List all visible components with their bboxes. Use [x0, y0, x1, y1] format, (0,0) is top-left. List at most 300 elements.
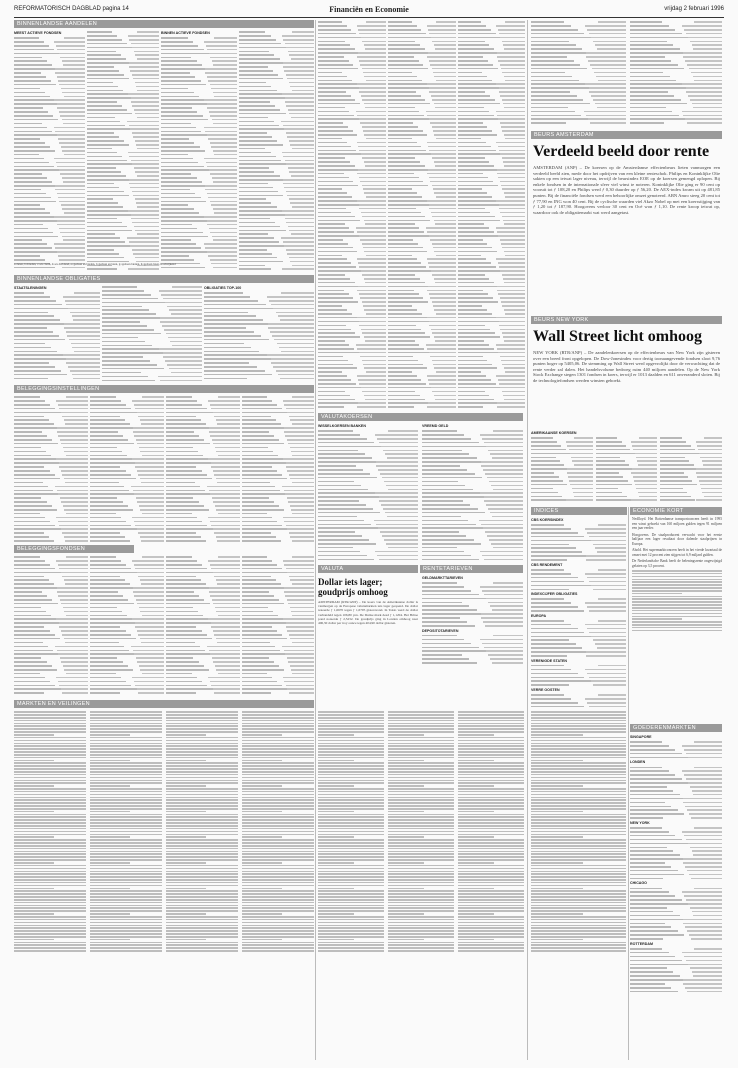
placeholder-text-line	[458, 802, 524, 804]
placeholder-text-line	[166, 717, 238, 719]
placeholder-value-bar	[689, 934, 722, 936]
placeholder-value-bar	[132, 560, 164, 562]
placeholder-name-bar	[87, 66, 114, 68]
placeholder-name-bar	[531, 585, 591, 587]
placeholder-name-bar	[14, 232, 53, 234]
placeholder-text-line	[388, 936, 454, 938]
placeholder-value-bar	[683, 798, 722, 800]
quote-list	[102, 285, 202, 381]
placeholder-name-bar	[458, 286, 497, 288]
placeholder-text-line	[166, 930, 238, 932]
placeholder-text-line	[458, 816, 524, 818]
placeholder-name-bar	[458, 251, 497, 253]
placeholder-text-line	[166, 760, 206, 762]
placeholder-name-bar	[204, 362, 249, 364]
placeholder-name-bar	[318, 212, 351, 214]
placeholder-text-line	[90, 777, 162, 779]
placeholder-name-bar	[531, 547, 576, 549]
placeholder-text-line	[388, 711, 454, 713]
placeholder-value-bar	[60, 497, 88, 499]
placeholder-value-bar	[635, 453, 658, 455]
placeholder-value-bar	[273, 366, 314, 368]
placeholder-value-bar	[593, 41, 626, 43]
placeholder-name-bar	[630, 790, 673, 792]
placeholder-text-line	[242, 780, 314, 782]
placeholder-value-bar	[286, 222, 314, 224]
placeholder-value-bar	[593, 589, 626, 591]
placeholder-name-bar	[458, 68, 498, 70]
placeholder-value-bar	[64, 96, 85, 98]
placeholder-value-bar	[163, 356, 202, 358]
placeholder-name-bar	[87, 195, 129, 197]
placeholder-text-line	[14, 873, 86, 875]
placeholder-name-bar	[90, 466, 120, 468]
placeholder-value-bar	[54, 216, 85, 218]
placeholder-name-bar	[318, 29, 351, 31]
placeholder-name-bar	[318, 56, 344, 58]
placeholder-text-line	[166, 774, 238, 776]
placeholder-name-bar	[161, 251, 207, 253]
placeholder-name-bar	[14, 41, 44, 43]
placeholder-name-bar	[596, 484, 632, 486]
placeholder-text-line	[388, 814, 454, 816]
placeholder-name-bar	[166, 458, 208, 460]
placeholder-name-bar	[388, 223, 415, 225]
subhead-geldmarkttarieven: GELDMARKTTARIEVEN	[422, 576, 463, 580]
placeholder-value-bar	[490, 658, 523, 660]
placeholder-value-bar	[64, 212, 85, 214]
placeholder-name-bar	[239, 249, 267, 251]
placeholder-name-bar	[204, 339, 269, 341]
obligaties-col-1	[14, 285, 100, 381]
placeholder-value-bar	[288, 501, 314, 503]
placeholder-text-line	[14, 939, 54, 941]
placeholder-value-bar	[683, 115, 722, 117]
placeholder-name-bar	[458, 383, 496, 385]
placeholder-value-bar	[61, 88, 85, 90]
placeholder-name-bar	[458, 262, 491, 264]
placeholder-text-line	[458, 868, 524, 870]
placeholder-text-line	[14, 828, 86, 830]
placeholder-name-bar	[90, 427, 133, 429]
placeholder-value-bar	[572, 488, 593, 490]
placeholder-text-line	[242, 754, 314, 756]
placeholder-text-line	[531, 811, 583, 813]
placeholder-value-bar	[504, 399, 525, 401]
placeholder-name-bar	[458, 379, 491, 381]
placeholder-value-bar	[74, 292, 100, 294]
placeholder-name-bar	[531, 76, 572, 78]
page-header	[14, 5, 724, 17]
placeholder-name-bar	[422, 465, 460, 467]
placeholder-value-bar	[285, 101, 314, 103]
placeholder-name-bar	[531, 111, 575, 113]
placeholder-name-bar	[166, 568, 207, 570]
placeholder-name-bar	[318, 402, 358, 404]
placeholder-name-bar	[318, 500, 359, 502]
placeholder-text-line	[531, 791, 626, 793]
placeholder-name-bar	[531, 496, 562, 498]
placeholder-name-bar	[166, 669, 209, 671]
placeholder-name-bar	[422, 650, 486, 652]
placeholder-name-bar	[596, 437, 618, 439]
placeholder-name-bar	[318, 64, 353, 66]
header-title: Financiën en Economie	[329, 5, 409, 14]
top-right-col-1	[531, 20, 626, 128]
placeholder-text-line	[242, 851, 314, 853]
placeholder-text-line	[531, 919, 626, 921]
placeholder-value-bar	[282, 486, 314, 488]
placeholder-name-bar	[14, 622, 59, 624]
placeholder-value-bar	[587, 628, 626, 630]
placeholder-name-bar	[242, 653, 285, 655]
placeholder-text-line	[388, 720, 454, 722]
placeholder-text-line	[632, 610, 722, 612]
placeholder-name-bar	[531, 64, 580, 66]
placeholder-name-bar	[388, 192, 417, 194]
placeholder-text-line	[318, 856, 384, 858]
placeholder-name-bar	[242, 556, 267, 558]
placeholder-text-line	[90, 871, 162, 873]
placeholder-name-bar	[166, 482, 195, 484]
placeholder-value-bar	[496, 25, 525, 27]
placeholder-name-bar	[239, 183, 268, 185]
placeholder-value-bar	[134, 167, 159, 169]
placeholder-text-line	[458, 845, 524, 847]
placeholder-name-bar	[660, 484, 696, 486]
placeholder-value-bar	[281, 237, 314, 239]
placeholder-value-bar	[584, 111, 626, 113]
placeholder-text-line	[318, 828, 384, 830]
placeholder-name-bar	[458, 72, 482, 74]
placeholder-value-bar	[137, 603, 164, 605]
placeholder-name-bar	[388, 282, 425, 284]
placeholder-name-bar	[161, 224, 192, 226]
placeholder-name-bar	[14, 216, 54, 218]
placeholder-name-bar	[166, 576, 196, 578]
placeholder-value-bar	[206, 45, 237, 47]
placeholder-name-bar	[318, 142, 347, 144]
placeholder-text-line	[14, 927, 86, 929]
placeholder-name-bar	[14, 162, 49, 164]
placeholder-text-line	[531, 748, 626, 750]
placeholder-text-line	[458, 885, 524, 887]
placeholder-name-bar	[458, 196, 492, 198]
placeholder-value-bar	[139, 607, 164, 609]
placeholder-value-bar	[209, 169, 237, 171]
placeholder-value-bar	[290, 202, 314, 204]
placeholder-name-bar	[318, 489, 368, 491]
placeholder-text-line	[166, 859, 238, 861]
placeholder-name-bar	[630, 72, 663, 74]
placeholder-name-bar	[14, 517, 45, 519]
placeholder-text-line	[388, 828, 454, 830]
placeholder-value-bar	[210, 57, 237, 59]
placeholder-name-bar	[531, 118, 588, 120]
placeholder-name-bar	[388, 142, 417, 144]
placeholder-value-bar	[362, 99, 386, 101]
placeholder-value-bar	[289, 474, 314, 476]
placeholder-text-line	[458, 879, 524, 881]
placeholder-value-bar	[574, 464, 593, 466]
placeholder-value-bar	[71, 343, 100, 345]
placeholder-text-line	[318, 737, 384, 739]
placeholder-value-bar	[595, 643, 626, 645]
placeholder-value-bar	[683, 862, 722, 864]
placeholder-value-bar	[63, 181, 85, 183]
placeholder-value-bar	[63, 239, 85, 241]
placeholder-name-bar	[161, 162, 198, 164]
placeholder-text-line	[166, 757, 238, 759]
placeholder-name-bar	[422, 434, 464, 436]
placeholder-value-bar	[213, 630, 240, 632]
placeholder-name-bar	[14, 296, 50, 298]
placeholder-value-bar	[57, 49, 85, 51]
placeholder-value-bar	[132, 191, 159, 193]
placeholder-text-line	[318, 919, 384, 921]
placeholder-value-bar	[482, 438, 523, 440]
placeholder-value-bar	[73, 319, 100, 321]
placeholder-name-bar	[166, 630, 202, 632]
placeholder-text-line	[531, 947, 626, 949]
placeholder-name-bar	[318, 481, 354, 483]
placeholder-value-bar	[498, 118, 525, 120]
placeholder-name-bar	[14, 331, 53, 333]
placeholder-name-bar	[14, 556, 40, 558]
placeholder-name-bar	[90, 501, 123, 503]
placeholder-name-bar	[318, 251, 357, 253]
placeholder-name-bar	[161, 189, 190, 191]
placeholder-value-bar	[58, 493, 88, 495]
placeholder-value-bar	[496, 200, 525, 202]
quote-list	[318, 20, 386, 409]
placeholder-name-bar	[630, 911, 673, 913]
placeholder-value-bar	[363, 247, 386, 249]
placeholder-name-bar	[14, 45, 49, 47]
placeholder-name-bar	[239, 245, 284, 247]
placeholder-text-line	[388, 771, 454, 773]
placeholder-name-bar	[242, 568, 282, 570]
placeholder-name-bar	[318, 95, 351, 97]
placeholder-value-bar	[209, 591, 240, 593]
placeholder-name-bar	[161, 92, 194, 94]
placeholder-name-bar	[630, 48, 680, 50]
placeholder-text-line	[166, 720, 238, 722]
placeholder-name-bar	[14, 150, 55, 152]
placeholder-name-bar	[318, 446, 381, 448]
placeholder-value-bar	[586, 115, 626, 117]
placeholder-value-bar	[501, 360, 525, 362]
placeholder-text-line	[90, 831, 162, 833]
placeholder-value-bar	[428, 286, 456, 288]
placeholder-name-bar	[531, 602, 571, 604]
placeholder-value-bar	[292, 642, 314, 644]
placeholder-name-bar	[14, 497, 41, 499]
placeholder-name-bar	[90, 642, 119, 644]
placeholder-text-line	[14, 728, 86, 730]
placeholder-value-bar	[136, 657, 164, 659]
placeholder-text-line	[242, 942, 314, 944]
placeholder-value-bar	[278, 374, 314, 376]
placeholder-text-line	[318, 714, 384, 716]
placeholder-value-bar	[687, 991, 722, 993]
placeholder-value-bar	[137, 443, 164, 445]
placeholder-text-line	[166, 814, 238, 816]
placeholder-value-bar	[213, 572, 240, 574]
placeholder-value-bar	[215, 607, 240, 609]
placeholder-value-bar	[360, 239, 386, 241]
placeholder-value-bar	[503, 278, 525, 280]
placeholder-text-line	[14, 831, 86, 833]
subhead-depositotarieven: DEPOSITOTARIEVEN	[422, 628, 459, 633]
placeholder-text-line	[166, 731, 238, 733]
placeholder-name-bar	[388, 157, 415, 159]
placeholder-value-bar	[379, 559, 418, 561]
placeholder-value-bar	[137, 470, 164, 472]
placeholder-value-bar	[686, 33, 722, 35]
placeholder-value-bar	[215, 665, 240, 667]
placeholder-text-line	[14, 879, 86, 881]
placeholder-text-line	[166, 768, 238, 770]
placeholder-name-bar	[204, 335, 261, 337]
placeholder-text-line	[531, 799, 626, 801]
placeholder-value-bar	[432, 41, 456, 43]
placeholder-name-bar	[166, 657, 193, 659]
placeholder-name-bar	[630, 930, 678, 932]
placeholder-text-line	[388, 888, 424, 890]
placeholder-name-bar	[388, 153, 431, 155]
placeholder-name-bar	[318, 235, 359, 237]
placeholder-value-bar	[292, 583, 314, 585]
placeholder-text-line	[166, 868, 238, 870]
placeholder-value-bar	[208, 458, 240, 460]
placeholder-name-bar	[90, 603, 134, 605]
placeholder-text-line	[458, 882, 524, 884]
placeholder-name-bar	[14, 451, 46, 453]
placeholder-value-bar	[683, 56, 722, 58]
placeholder-text-line	[242, 782, 314, 784]
placeholder-value-bar	[594, 72, 626, 74]
placeholder-text-line	[90, 865, 162, 867]
placeholder-value-bar	[585, 698, 626, 700]
placeholder-value-bar	[485, 473, 523, 475]
placeholder-text-line	[242, 862, 282, 864]
placeholder-text-line	[14, 780, 86, 782]
placeholder-value-bar	[64, 154, 85, 156]
placeholder-value-bar	[207, 646, 240, 648]
placeholder-name-bar	[14, 423, 54, 425]
placeholder-value-bar	[486, 598, 523, 600]
placeholder-name-bar	[242, 521, 277, 523]
placeholder-value-bar	[292, 206, 315, 208]
placeholder-name-bar	[87, 74, 124, 76]
placeholder-name-bar	[531, 80, 579, 82]
placeholder-name-bar	[90, 669, 133, 671]
placeholder-value-bar	[697, 476, 722, 478]
placeholder-name-bar	[458, 134, 497, 136]
placeholder-name-bar	[630, 975, 680, 977]
placeholder-name-bar	[90, 568, 131, 570]
placeholder-value-bar	[207, 220, 237, 222]
placeholder-name-bar	[14, 525, 55, 527]
placeholder-text-line	[458, 760, 494, 762]
placeholder-row	[531, 587, 626, 591]
placeholder-text-line	[166, 791, 238, 793]
placeholder-value-bar	[208, 677, 240, 679]
placeholder-name-bar	[14, 49, 54, 51]
placeholder-name-bar	[318, 301, 358, 303]
placeholder-name-bar	[14, 76, 46, 78]
placeholder-text-line	[531, 839, 626, 841]
placeholder-text-line	[90, 802, 162, 804]
placeholder-text-line	[242, 760, 282, 762]
section-economie-kort: ECONOMIE KORT	[630, 507, 722, 515]
placeholder-value-bar	[692, 850, 722, 852]
placeholder-text-line	[242, 868, 314, 870]
quote-list	[660, 436, 722, 502]
placeholder-value-bar	[485, 531, 523, 533]
placeholder-text-line	[166, 771, 238, 773]
placeholder-name-bar	[630, 56, 665, 58]
placeholder-name-bar	[458, 220, 500, 222]
placeholder-value-bar	[589, 610, 626, 612]
placeholder-name-bar	[242, 525, 282, 527]
placeholder-value-bar	[502, 364, 525, 366]
placeholder-value-bar	[378, 527, 418, 529]
placeholder-text-line	[90, 740, 162, 742]
placeholder-name-bar	[87, 171, 121, 173]
placeholder-name-bar	[422, 539, 474, 541]
placeholder-value-bar	[570, 484, 592, 486]
placeholder-text-line	[90, 922, 162, 924]
placeholder-text-line	[90, 939, 130, 941]
placeholder-value-bar	[588, 60, 626, 62]
placeholder-value-bar	[376, 524, 418, 526]
placeholder-value-bar	[139, 665, 164, 667]
placeholder-value-bar	[292, 540, 314, 542]
placeholder-name-bar	[531, 72, 565, 74]
placeholder-name-bar	[630, 774, 675, 776]
placeholder-name-bar	[14, 292, 44, 294]
placeholder-name-bar	[239, 152, 271, 154]
placeholder-value-bar	[587, 673, 626, 675]
placeholder-name-bar	[531, 620, 564, 622]
placeholder-value-bar	[209, 111, 237, 113]
placeholder-value-bar	[362, 301, 386, 303]
placeholder-name-bar	[90, 615, 127, 617]
placeholder-value-bar	[64, 536, 88, 538]
placeholder-value-bar	[135, 525, 164, 527]
placeholder-name-bar	[458, 371, 481, 373]
placeholder-text-line	[242, 822, 314, 824]
placeholder-name-bar	[14, 419, 49, 421]
placeholder-name-bar	[14, 579, 49, 581]
placeholder-value-bar	[55, 68, 85, 70]
placeholder-value-bar	[214, 154, 237, 156]
placeholder-text-line	[531, 822, 626, 824]
placeholder-name-bar	[242, 572, 287, 574]
placeholder-name-bar	[422, 527, 483, 529]
placeholder-value-bar	[499, 204, 525, 206]
placeholder-name-bar	[166, 412, 213, 414]
placeholder-name-bar	[388, 161, 420, 163]
placeholder-name-bar	[161, 146, 200, 148]
placeholder-name-bar	[531, 492, 558, 494]
placeholder-value-bar	[137, 175, 159, 177]
placeholder-value-bar	[428, 402, 456, 404]
placeholder-name-bar	[239, 58, 280, 60]
placeholder-name-bar	[90, 618, 132, 620]
